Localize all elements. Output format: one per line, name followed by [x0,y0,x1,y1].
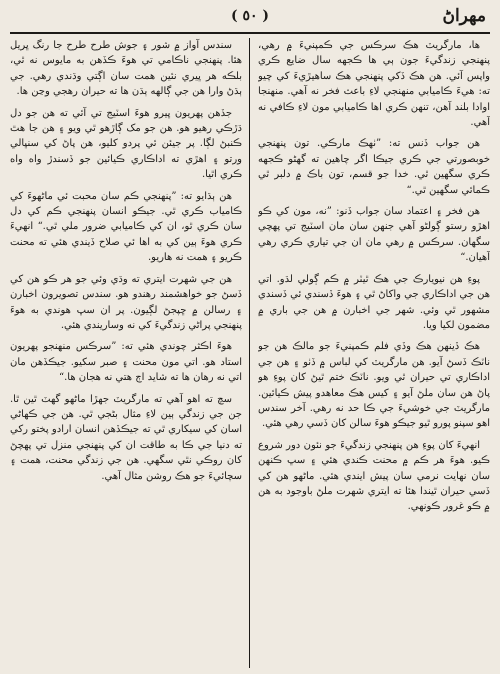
right-column [258,38,490,670]
paragraph: سچ ته اهو آهي ته مارگريٽ جهڙا ماڻهو گهٽ ٿين ٿا. جن جي زندگي ٻين لاءِ مثال بڻجي ٿي. هن جي ڪهاڻي اسان کي سيکاري ٿي ته جيڪڏهن انسان ارادو پختو رکي ته دنيا جي ڪا به طاقت ان کي پنهنجي منزل تي پهچڻ کان روڪي نٿي سگهي. هن جي زندگي محنت، همت ۽ سچائيءَ جو هڪ روشن مثال آهي. [10,393,242,482]
paragraph: هن جواب ڏنس ته: ”ٺهڪ مارڪي. تون پنهنجي خوبصورتي جي ڪري جيڪا اگر چاهين ته گهڻو ڪجهه ڪري سگهين ٿي. خدا جو قسم، تون باڪ ۾ دلبر ٿي ڪمائي سگهين ٿي.“ [258,138,490,196]
paragraph: پوءِ هن نيويارڪ جي هڪ ٿيٽر ۾ ڪم ڳولي لڌو. اتي هن جي اداڪاري جي واکاڻ ٿي ۽ هوءَ ڏسندي ئي ڏسندي مشهور ٿي وئي. شهر جي اخبارن ۾ هن جي باري ۾ مضمون لکيا ويا. [258,273,490,331]
paragraph: هڪ ڏينهن هڪ وڏي فلم ڪمپنيءَ جو مالڪ هن جو ناٽڪ ڏسڻ آيو. هن مارگريٽ کي لباس ۾ ڏٺو ۽ هن جي اداڪاري تي حيران ٿي ويو. ناٽڪ ختم ٿيڻ کان پوءِ هو پاڻ هن سان ملڻ آيو ۽ کيس هڪ معاهدو پيش ڪيائين. مارگريٽ جي خوشيءَ جي ڪا حد نه رهي. آخر سندس اهو سپنو پورو ٿيو جيڪو هوءَ سالن کان ڏسي رهي هئي. [258,341,490,430]
paragraph: هن فخر ۽ اعتماد سان جواب ڏنو: ”نه، مون کي ڪو اهڙو رستو ڳولڻو آهي جنهن سان مان اسٽيج تي پهچي سگهان. سرڪس ۾ رهي مان ان جي تياري ڪري رهي آهيان.“ [258,206,490,264]
paragraph: هوءَ اڪثر چوندي هئي ته: ”سرڪس منهنجو پهريون استاد هو. اتي مون محنت ۽ صبر سکيو. جيڪڏهن مان اتي نه رهان ها ته شايد اڄ هتي نه هجان ها.“ [10,341,242,384]
column-divider [249,38,250,668]
page-header [10,4,490,34]
magazine-title: مهراڻ [442,6,486,26]
paragraph: جڏهن پهريون ڀيرو هوءَ اسٽيج تي آئي ته هن جو دل ڌڙڪي رهيو هو. هن جو مک ڳاڙهو ٿي ويو ۽ هن جا هٿ ڪنبڻ لڳا. پر جيئن ئي پردو کليو، هن پاڻ کي سنڀالي ورتو ۽ اهڙي ته اداڪاري ڪيائين جو ڏسندڙ واه واه ڪري اٿيا. [10,107,242,181]
page-number: ( ٥٠ ) [230,8,270,24]
paragraph: ها، مارگريٽ هڪ سرڪس جي ڪمپنيءَ ۾ رهي، پنهنجي زندگيءَ جون ٻي ها ڪجهه سال ضايع ڪري واپس آئي. هن هڪ ڏکي پنهنجي هڪ ساهيڙيءَ کي چيو ته: هيءَ ڪاميابي منهنجي لاءِ باعث فخر نه آهي. منهنجا اوادا بلند آهن، تنهن ڪري اها ڪاميابي مون لاءِ ڪافي نه آهي. [258,40,490,129]
left-column [10,38,242,670]
paragraph: انهيءَ کان پوءِ هن پنهنجي زندگيءَ جو نئون دور شروع ڪيو. هوءَ هر ڪم ۾ محنت ڪندي هئي ۽ سڀ ڪنهن سان نهايت نرمي سان پيش ايندي هئي. ماڻهو هن کي ڏسي حيران ٿيندا هئا ته ايتري شهرت ملڻ باوجود به هن ۾ ڪو غرور ڪونهي. [258,439,490,513]
paragraph: هن جي شهرت ايتري ته وڌي وئي جو هر ڪو هن کي ڏسڻ جو خواهشمند رهندو هو. سندس تصويرون اخبارن ۽ رسالن ۾ ڇپجڻ لڳيون. پر ان سڀ هوندي به هوءَ پنهنجي پراڻي زندگيءَ کي نه وساريندي هئي. [10,273,242,331]
paragraph: سندس آواز ۾ شور ۽ جوش طرح طرح جا رنگ ڀريل هئا. پنهنجي ناڪامي تي هوءَ ڪڏهن به مايوس نه ٿي، بلڪه هر ڀيري نئين همت سان اڳتي وڌندي رهي. جي ٻڌڻ وارا هن جي ڳالهه ٻڌن ها ته حيران رهجي وڃن ها. [10,40,242,98]
paragraph: هن ٻڌايو ته: ”پنهنجي ڪم سان محبت ئي ماڻهوءَ کي ڪامياب ڪري ٿي. جيڪو انسان پنهنجي ڪم کي دل سان ڪري ٿو، ان کي ڪاميابي ضرور ملي ٿي.“ انهيءَ ڪري هوءَ ٻين کي به اها ئي صلاح ڏيندي هئي ته محنت ڪريو ۽ همت نه هاريو. [10,190,242,264]
